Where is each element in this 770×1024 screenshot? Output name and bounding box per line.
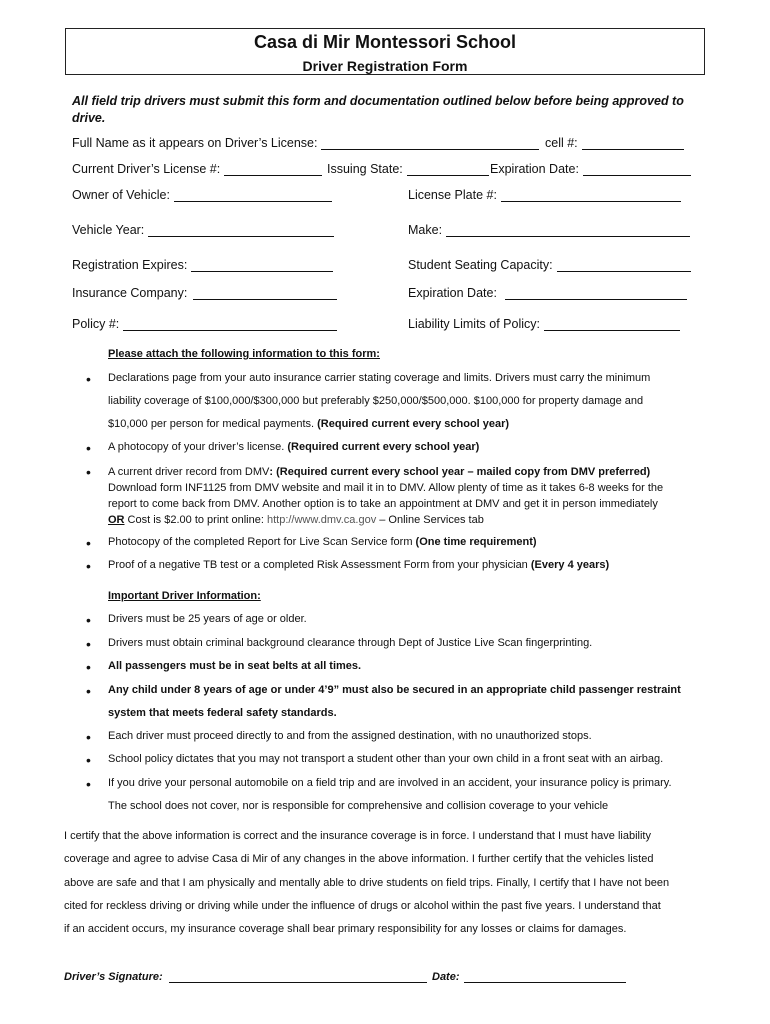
info-item-line: Any child under 8 years of age or under 4’9” must also be secured in an appropriate child passenger restraint <box>108 684 681 696</box>
registration-expires-field[interactable] <box>72 258 333 272</box>
liability-limits-field[interactable] <box>408 317 680 331</box>
insurance-expiration-field[interactable] <box>408 286 687 300</box>
attach-item-live-scan <box>108 535 708 550</box>
vehicle-year-line[interactable] <box>148 224 334 237</box>
certification-line: coverage and agree to advise Casa di Mir of any changes in the above information. I further certify that the vehicles listed <box>64 853 654 865</box>
bullet-icon: • <box>86 636 91 652</box>
info-item-line: The school does not cover, nor is responsible for comprehensive and collision coverage to your vehicle <box>108 800 609 812</box>
attach-item-requirement: (Required current every school year) <box>317 418 510 430</box>
info-item <box>108 776 708 814</box>
license-expiration-line[interactable] <box>583 163 691 176</box>
make-field[interactable] <box>408 223 690 237</box>
attach-item-text: A current driver record from DMV <box>108 466 270 478</box>
seating-capacity-field[interactable] <box>408 258 691 272</box>
bullet-icon: • <box>86 776 91 792</box>
info-item-line: If you drive your personal automobile on a field trip and are involved in an accident, your insurance policy is primary. <box>108 777 672 789</box>
form-title: Driver Registration Form <box>302 58 468 74</box>
full-name-field[interactable] <box>72 136 539 150</box>
signature-label: Driver’s Signature: <box>64 971 163 983</box>
info-item <box>108 683 708 721</box>
attach-item-line <box>108 512 708 528</box>
attach-item-license <box>108 440 708 455</box>
certification-line: above are safe and that I am physically and mentally able to drive students on field trips. Finally, I certify that I have not been <box>64 877 670 889</box>
certification-line: if an accident occurs, my insurance coverage shall bear primary responsibility for any losses or claims for damages. <box>64 923 627 935</box>
license-number-field[interactable] <box>72 162 322 176</box>
date-line[interactable] <box>464 970 626 983</box>
attach-item-insurance <box>108 371 708 432</box>
signature-line[interactable] <box>169 970 427 983</box>
bullet-icon: • <box>86 535 91 551</box>
dmv-link[interactable]: http://www.dmv.ca.gov <box>266 514 377 526</box>
bullet-icon: • <box>86 464 91 480</box>
info-item: Drivers must obtain criminal background clearance through Dept of Justice Live Scan fingerprinting. <box>108 637 593 649</box>
date-field[interactable] <box>432 970 626 983</box>
attach-item-text: Cost is $2.00 to print online: <box>124 514 267 526</box>
attach-item-dmv-record <box>108 464 708 528</box>
registration-expires-label: Registration Expires: <box>72 258 188 272</box>
attach-item-text: Photocopy of the completed Report for Live Scan Service form <box>108 536 416 548</box>
bullet-icon: • <box>86 558 91 574</box>
bullet-icon: • <box>86 729 91 745</box>
license-expiration-field[interactable] <box>490 162 691 176</box>
certification-line: cited for reckless driving or driving while under the influence of drugs or alcohol within the past five years. I understand that <box>64 900 661 912</box>
attach-item-line: Declarations page from your auto insurance carrier stating coverage and limits. Drivers must carry the minimum <box>108 372 651 384</box>
attach-item-requirement: (Required current every school year) <box>287 441 480 453</box>
owner-line[interactable] <box>174 189 332 202</box>
attach-item-text: A photocopy of your driver’s license. <box>108 441 288 453</box>
attach-item-requirement: : (Required current every school year – mailed copy from DMV preferred) <box>269 466 651 478</box>
issuing-state-line[interactable] <box>407 163 489 176</box>
insurance-expiration-line[interactable] <box>505 287 687 300</box>
policy-number-line[interactable] <box>123 318 337 331</box>
important-heading: Important Driver Information: <box>108 590 261 602</box>
full-name-line[interactable] <box>321 137 539 150</box>
bullet-icon: • <box>86 371 91 387</box>
info-item: Drivers must be 25 years of age or older. <box>108 613 307 625</box>
bullet-icon: • <box>86 440 91 456</box>
intro-instructions: All field trip drivers must submit this form and documentation outlined below before being approved to drive. <box>72 94 684 125</box>
registration-expires-line[interactable] <box>191 259 333 272</box>
bullet-icon: • <box>86 683 91 699</box>
owner-field[interactable] <box>72 188 332 202</box>
license-expiration-label: Expiration Date: <box>490 162 579 176</box>
attach-item-line <box>108 417 708 432</box>
certification-line: I certify that the above information is correct and the insurance coverage is in force. I understand that I must have liability <box>64 830 651 842</box>
insurance-company-label: Insurance Company: <box>72 286 188 300</box>
info-item: All passengers must be in seat belts at all times. <box>108 660 362 672</box>
info-item: School policy dictates that you may not transport a student other than your own child in a front seat with an airbag. <box>108 753 664 765</box>
policy-number-label: Policy #: <box>72 317 120 331</box>
signature-field[interactable] <box>64 970 427 983</box>
attach-item-requirement: (Every 4 years) <box>530 559 610 571</box>
attach-item-line: liability coverage of $100,000/$300,000 but preferably $250,000/$500,000. $100,000 for property damage and <box>108 395 644 407</box>
attach-item-text: Proof of a negative TB test or a completed Risk Assessment Form from your physician <box>108 559 531 571</box>
liability-limits-line[interactable] <box>544 318 680 331</box>
insurance-company-field[interactable] <box>72 286 337 300</box>
make-label: Make: <box>408 223 443 237</box>
full-name-label: Full Name as it appears on Driver’s License: <box>72 136 318 150</box>
bullet-icon: • <box>86 659 91 675</box>
date-label: Date: <box>432 971 460 983</box>
or-text: OR <box>108 514 125 526</box>
license-plate-field[interactable] <box>408 188 681 202</box>
make-line[interactable] <box>446 224 690 237</box>
attach-item-text: $10,000 per person for medical payments. <box>108 418 318 430</box>
attach-item-line: Download form INF1125 from DMV website and mail it in to DMV. Allow plenty of time as it takes 6-8 weeks for the <box>108 482 664 494</box>
policy-number-field[interactable] <box>72 317 337 331</box>
seating-capacity-label: Student Seating Capacity: <box>408 258 553 272</box>
vehicle-year-field[interactable] <box>72 223 334 237</box>
attach-heading: Please attach the following information to this form: <box>108 348 380 360</box>
attach-item-line: report to come back from DMV. Another option is to take an appointment at DMV and get it in person immediately <box>108 498 658 510</box>
title-box <box>65 28 705 75</box>
school-name: Casa di Mir Montessori School <box>253 32 517 52</box>
liability-limits-label: Liability Limits of Policy: <box>408 317 540 331</box>
cell-field[interactable] <box>545 136 684 150</box>
seating-capacity-line[interactable] <box>557 259 691 272</box>
issuing-state-label: Issuing State: <box>327 162 403 176</box>
license-plate-line[interactable] <box>501 189 681 202</box>
insurance-company-line[interactable] <box>193 287 337 300</box>
bullet-icon: • <box>86 612 91 628</box>
license-number-line[interactable] <box>224 163 322 176</box>
info-item: Each driver must proceed directly to and from the assigned destination, with no unauthorized stops. <box>108 730 592 742</box>
attach-item-requirement: (One time requirement) <box>415 536 537 548</box>
attach-item-text: – Online Services tab <box>376 514 484 526</box>
license-plate-label: License Plate #: <box>408 188 497 202</box>
license-number-label: Current Driver’s License #: <box>72 162 221 176</box>
info-item-line: system that meets federal safety standards. <box>108 707 337 719</box>
insurance-expiration-label: Expiration Date: <box>408 286 497 300</box>
vehicle-year-label: Vehicle Year: <box>72 223 145 237</box>
bullet-icon: • <box>86 752 91 768</box>
cell-label: cell #: <box>545 136 578 150</box>
attach-item-tb-test <box>108 558 708 573</box>
issuing-state-field[interactable] <box>327 162 489 176</box>
attach-item-line <box>108 464 708 480</box>
cell-line[interactable] <box>582 137 684 150</box>
owner-label: Owner of Vehicle: <box>72 188 170 202</box>
